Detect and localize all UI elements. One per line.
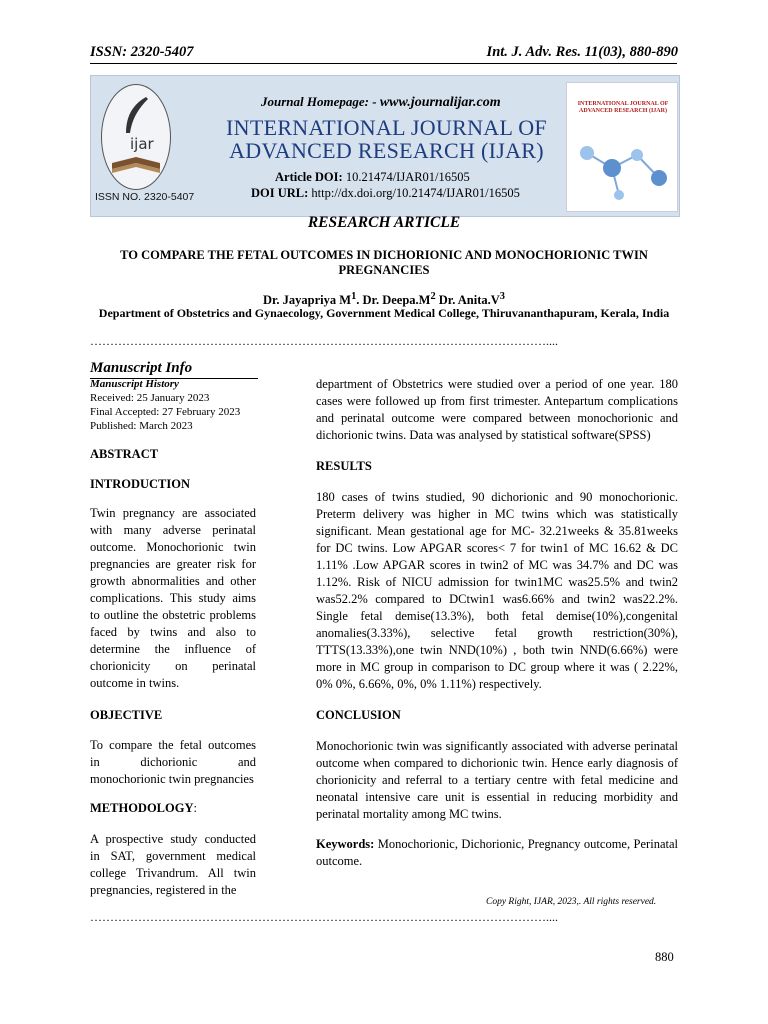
objective-heading: OBJECTIVE — [90, 708, 163, 722]
methodology-heading — [90, 801, 197, 816]
homepage-label: Journal Homepage: - — [261, 94, 380, 109]
molecule-icon — [567, 83, 677, 211]
journal-homepage — [261, 94, 501, 111]
header-rule — [90, 63, 677, 64]
conclusion-text: Monochorionic twin was significantly associated with adverse perinatal outcome when compared to dichorionic twin. Hence early diagnosis of chorionicity and referral to a tertiary centre with fetal medicine and neonatal intensive care unit is essential in reducing morbidity and perinatal mortality among MC twins. — [316, 739, 678, 821]
author-1: Dr. Jayapriya M — [262, 293, 352, 308]
keywords-label: Keywords: — [316, 837, 375, 851]
doi-block — [251, 169, 520, 201]
doi-url[interactable]: http://dx.doi.org/10.21474/IJAR01/16505 — [311, 186, 520, 200]
author-3: Dr. Anita.V — [435, 293, 500, 308]
journal-banner — [90, 75, 680, 217]
keywords-text: Monochorionic, Dichorionic, Pregnancy outcome, Perinatal outcome. — [316, 837, 678, 868]
journal-title: INTERNATIONAL JOURNAL OF ADVANCED RESEARCH (IJAR) — [226, 115, 547, 163]
header-citation: Int. J. Adv. Res. 11(03), 880-890 — [486, 44, 678, 60]
objective-text: To compare the fetal outcomes in dichorionic and monochorionic twin pregnancies — [90, 738, 256, 786]
author-2-affil: 2 — [430, 291, 436, 302]
journal-logo — [101, 84, 171, 190]
doi-url-label: DOI URL: — [251, 186, 309, 200]
results-heading: RESULTS — [316, 459, 372, 473]
accepted-date: Final Accepted: 27 February 2023 — [90, 406, 241, 418]
abstract-heading: ABSTRACT — [90, 447, 159, 461]
separator-bottom: …………………………………………………………………………………………………….... — [90, 910, 558, 924]
methodology-label: METHODOLOGY — [90, 801, 194, 815]
article-type: RESEARCH ARTICLE — [307, 214, 461, 231]
results-text: 180 cases of twins studied, 90 dichorionic and 90 monochorionic. Preterm delivery was higher in MC twins which was statistically significant. Mean gestational age for MC- 32.21weeks & 35.81weeks for DC twins. Low APGAR scores< 7 for twin1 of MC 16.62 & DC 1.11% .Low APGAR scores in twin2 of MC was 34.7% and DC was 1.12%. Risk of NICU admission for twin1MC was25.5% and twin2 was52.2% compared to DCtwin1 was6.66% and twin2 was22.2%. Single fetal demise(13.3%), both fetal demise(10%),congenital anomalies(3.33%), selective fetal growth restriction(30%), TTTS(13.33%),one twin NND(10%) , both twin NND(6.66%) were more in MC group in comparison to DC group where it was ( 2.22%, 0% 0%, 6.66%, 0%, 0% 1.11%) respectively. — [316, 490, 678, 691]
cover-title: INTERNATIONAL JOURNAL OF ADVANCED RESEARCH (IJAR) — [577, 101, 669, 114]
page-number: 880 — [655, 950, 674, 964]
issn-number: ISSN NO. 2320-5407 — [95, 191, 195, 203]
author-2: . Dr. Deepa.M — [356, 293, 431, 308]
keywords — [316, 836, 678, 870]
homepage-link[interactable]: www.journalijar.com — [379, 95, 501, 110]
introduction-heading: INTRODUCTION — [90, 477, 191, 491]
author-3-affil: 3 — [499, 291, 505, 302]
published-date: Published: March 2023 — [90, 420, 193, 432]
copyright: Copy Right, IJAR, 2023,. All rights reserved. — [486, 897, 657, 907]
article-doi-label: Article DOI: — [275, 170, 343, 184]
journal-cover-image — [566, 82, 678, 212]
separator-top: …………………………………………………………………………………………………….... — [90, 334, 558, 348]
received-date: Received: 25 January 2023 — [90, 392, 210, 404]
header-issn: ISSN: 2320-5407 — [90, 44, 194, 60]
article-title: TO COMPARE THE FETAL OUTCOMES IN DICHORIONIC AND MONOCHORIONIC TWIN PREGNANCIES — [120, 248, 648, 277]
author-1-affil: 1 — [351, 291, 357, 302]
manuscript-history-label: Manuscript History — [90, 378, 179, 390]
logo-text: ijar — [130, 135, 154, 153]
introduction-text: Twin pregnancy are associated with many adverse perinatal outcome. Monochorionic twin pregnancies are greater risk for growth abnormalities and other complications. This study aims to outline the obstetric problems faced by twins and also to determine the influence of chorionicity on perinatal outcome in twins. — [90, 506, 256, 690]
methodology-colon: : — [193, 801, 197, 815]
methodology-continued: department of Obstetrics were studied over a period of one year. 180 cases were followed up from first trimester. Antepartum complications and perinatal outcome were compared between monochorionic and dichorionic twins. Data was analysed by statistical software(SPSS) — [316, 377, 678, 442]
article-doi[interactable]: 10.21474/IJAR01/16505 — [345, 170, 470, 184]
affiliation: Department of Obstetrics and Gynaecology, Government Medical College, Thiruvananthapuram, Kerala, India — [98, 306, 670, 320]
manuscript-info-title: Manuscript Info — [90, 360, 193, 376]
conclusion-heading: CONCLUSION — [316, 708, 401, 722]
methodology-text: A prospective study conducted in SAT, government medical college Trivandrum. All twin pregnancies, registered in the — [90, 832, 256, 897]
